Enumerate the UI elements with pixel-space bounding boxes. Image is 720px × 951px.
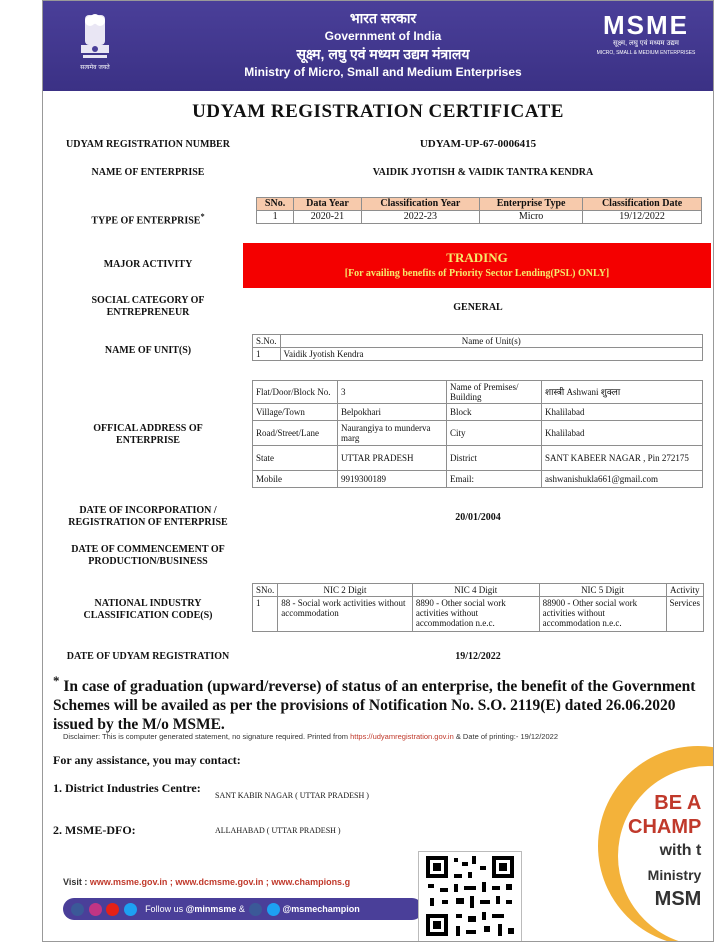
unit-table xyxy=(252,334,703,361)
nic-label: NATIONAL INDUSTRY CLASSIFICATION CODE(S) xyxy=(83,598,213,621)
msme-logo-text: MSME xyxy=(603,10,689,40)
national-emblem-icon xyxy=(71,9,119,79)
table-cell: State xyxy=(253,446,338,471)
table-cell: Email: xyxy=(447,471,542,488)
twitter-icon[interactable] xyxy=(267,903,280,916)
visit-label: Visit : xyxy=(63,877,88,887)
table-cell: 3 xyxy=(338,381,447,404)
table-cell: Vaidik Jyotish Kendra xyxy=(280,348,702,361)
table-cell: 1 xyxy=(253,597,278,632)
emblem-caption: सत्यमेव जयते xyxy=(80,64,110,71)
visit-links xyxy=(63,877,350,887)
table-row xyxy=(257,211,702,224)
table-header: NIC 4 Digit xyxy=(412,584,539,597)
certificate-title: UDYAM REGISTRATION CERTIFICATE xyxy=(192,101,564,122)
qr-code-icon xyxy=(418,851,522,942)
twitter-icon[interactable] xyxy=(124,903,137,916)
follow-label: Follow us xyxy=(145,904,184,914)
social-category: GENERAL xyxy=(453,302,503,313)
table-header: Classification Year xyxy=(361,198,479,211)
facebook-icon[interactable] xyxy=(249,903,262,916)
type-label-text: TYPE OF ENTERPRISE xyxy=(91,215,201,227)
enterprise-type-table xyxy=(256,197,702,224)
table-header: Enterprise Type xyxy=(480,198,583,211)
champ-line-3: with t xyxy=(659,842,702,859)
table-cell: Khalilabad xyxy=(542,421,703,446)
name-label: NAME OF ENTERPRISE xyxy=(91,167,205,178)
table-cell: 2022-23 xyxy=(361,211,479,224)
follow-amp: & xyxy=(238,904,245,914)
nic-table xyxy=(252,583,704,632)
table-cell: Road/Street/Lane xyxy=(253,421,338,446)
activity-label: MAJOR ACTIVITY xyxy=(103,259,193,270)
facebook-icon[interactable] xyxy=(71,903,84,916)
address-label: OFFICAL ADDRESS OF ENTERPRISE xyxy=(93,423,203,446)
ministry-title: Ministry of Micro, Small and Medium Enterprises xyxy=(244,65,522,79)
commencement-label: DATE OF COMMENCEMENT OF PRODUCTION/BUSINESS xyxy=(71,544,225,567)
graduation-notice xyxy=(53,671,713,734)
type-star: * xyxy=(200,212,205,221)
table-header: S.No. xyxy=(253,335,281,348)
table-cell: 2020-21 xyxy=(294,211,362,224)
table-cell: Naurangiya to munderva marg xyxy=(338,421,447,446)
hindi-ministry-title: सूक्ष्म, लघु एवं मध्यम उद्यम मंत्रालय xyxy=(296,46,470,62)
dfo-label: 2. MSME-DFO: xyxy=(53,823,136,837)
type-label xyxy=(53,211,243,227)
table-row xyxy=(253,348,703,361)
disclaimer xyxy=(63,732,713,741)
unit-label: NAME OF UNIT(S) xyxy=(104,345,192,356)
handle-minmsme[interactable]: @minmsme xyxy=(185,904,237,914)
youtube-icon[interactable] xyxy=(106,903,119,916)
table-cell: Village/Town xyxy=(253,404,338,421)
table-cell: शास्त्री Ashwani शुक्ला xyxy=(542,381,703,404)
dfo-value: ALLAHABAD ( UTTAR PRADESH ) xyxy=(215,826,341,835)
disclaimer-post: & Date of printing:- 19/12/2022 xyxy=(453,732,558,741)
table-cell: Khalilabad xyxy=(542,404,703,421)
address-table xyxy=(252,380,703,488)
table-cell: Flat/Door/Block No. xyxy=(253,381,338,404)
table-cell: SANT KABEER NAGAR , Pin 272175 xyxy=(542,446,703,471)
activity-note: [For availing benefits of Priority Sector Lending(PSL) ONLY] xyxy=(344,268,610,279)
champions-text xyxy=(628,791,701,911)
table-header-row xyxy=(253,335,703,348)
table-cell: 1 xyxy=(257,211,294,224)
msme-logo-english: MICRO, SMALL & MEDIUM ENTERPRISES xyxy=(596,50,696,56)
table-header: NIC 2 Digit xyxy=(278,584,413,597)
champ-line-4: Ministry xyxy=(647,867,702,883)
table-cell: 8890 - Other social work activities without accommodation n.e.c. xyxy=(412,597,539,632)
udyam-link[interactable]: https://udyamregistration.gov.in xyxy=(350,732,454,741)
hindi-govt-title: भारत सरकार xyxy=(349,10,417,26)
table-cell: Micro xyxy=(480,211,583,224)
table-header: Data Year xyxy=(294,198,362,211)
table-header-row xyxy=(253,584,704,597)
table-cell: Belpokhari xyxy=(338,404,447,421)
table-cell: 19/12/2022 xyxy=(583,211,702,224)
table-cell: 1 xyxy=(253,348,281,361)
incorporation-date: 20/01/2004 xyxy=(455,512,501,523)
certificate-frame xyxy=(42,0,714,942)
table-row xyxy=(253,446,703,471)
table-cell: UTTAR PRADESH xyxy=(338,446,447,471)
dic-value: SANT KABIR NAGAR ( UTTAR PRADESH ) xyxy=(215,791,369,800)
table-cell: Block xyxy=(447,404,542,421)
instagram-icon[interactable] xyxy=(89,903,102,916)
social-label: SOCIAL CATEGORY OF ENTREPRENEUR xyxy=(91,295,205,318)
msme-logo xyxy=(591,11,701,81)
table-row xyxy=(253,404,703,421)
udyam-date: 19/12/2022 xyxy=(455,651,501,662)
udyam-date-label: DATE OF UDYAM REGISTRATION xyxy=(66,651,230,662)
follow-bar xyxy=(63,898,423,920)
table-cell: Services xyxy=(666,597,704,632)
disclaimer-pre: Disclaimer: This is computer generated statement, no signature required. Printed from xyxy=(63,732,351,741)
dic-label: 1. District Industries Centre: xyxy=(53,781,201,795)
table-header: SNo. xyxy=(257,198,294,211)
activity-value: TRADING xyxy=(446,250,508,265)
table-header: Activity xyxy=(666,584,704,597)
table-row xyxy=(253,597,704,632)
major-activity-box xyxy=(243,243,711,288)
table-cell: Name of Premises/ Building xyxy=(447,381,542,404)
table-cell: City xyxy=(447,421,542,446)
table-cell: 88900 - Other social work activities without accommodation n.e.c. xyxy=(539,597,666,632)
visit-urls[interactable]: www.msme.gov.in ; www.dcmsme.gov.in ; www.champions.g xyxy=(89,877,351,887)
reg-number: UDYAM-UP-67-0006415 xyxy=(419,138,537,150)
table-row xyxy=(253,421,703,446)
header-banner xyxy=(43,1,713,91)
enterprise-name: VAIDIK JYOTISH & VAIDIK TANTRA KENDRA xyxy=(372,167,594,178)
handle-msmechampion[interactable]: @msmechampion xyxy=(282,904,360,914)
table-row xyxy=(253,381,703,404)
msme-logo-hindi: सूक्ष्म, लघु एवं मध्यम उद्यम xyxy=(613,40,679,47)
govt-title: Government of India xyxy=(324,29,442,43)
table-cell: 88 - Social work activities without accommodation xyxy=(278,597,413,632)
incorporation-label: DATE OF INCORPORATION / REGISTRATION OF ENTERPRISE xyxy=(68,505,228,528)
table-cell: 9919300189 xyxy=(338,471,447,488)
table-header: Name of Unit(s) xyxy=(280,335,702,348)
table-cell: ashwanishukla661@gmail.com xyxy=(542,471,703,488)
table-header: SNo. xyxy=(253,584,278,597)
reg-number-label: UDYAM REGISTRATION NUMBER xyxy=(66,139,230,150)
table-header: Classification Date xyxy=(583,198,702,211)
header-titles xyxy=(193,9,573,81)
table-cell: Mobile xyxy=(253,471,338,488)
table-cell: District xyxy=(447,446,542,471)
notice-text: In case of graduation (upward/reverse) of status of an enterprise, the benefit of the Government Schemes will be availed as per the provisions of Notification No. S.O. 2119(E) dated 26.06.2020 issued by the M/o MSME. xyxy=(53,678,696,734)
champ-line-1: BE A xyxy=(654,792,702,814)
contact-heading: For any assistance, you may contact: xyxy=(53,753,241,767)
champ-line-2: CHAMP xyxy=(628,816,702,838)
table-row xyxy=(253,471,703,488)
table-header: NIC 5 Digit xyxy=(539,584,666,597)
table-header-row xyxy=(257,198,702,211)
champ-line-5: MSM xyxy=(654,888,702,910)
notice-star: * xyxy=(53,673,60,688)
